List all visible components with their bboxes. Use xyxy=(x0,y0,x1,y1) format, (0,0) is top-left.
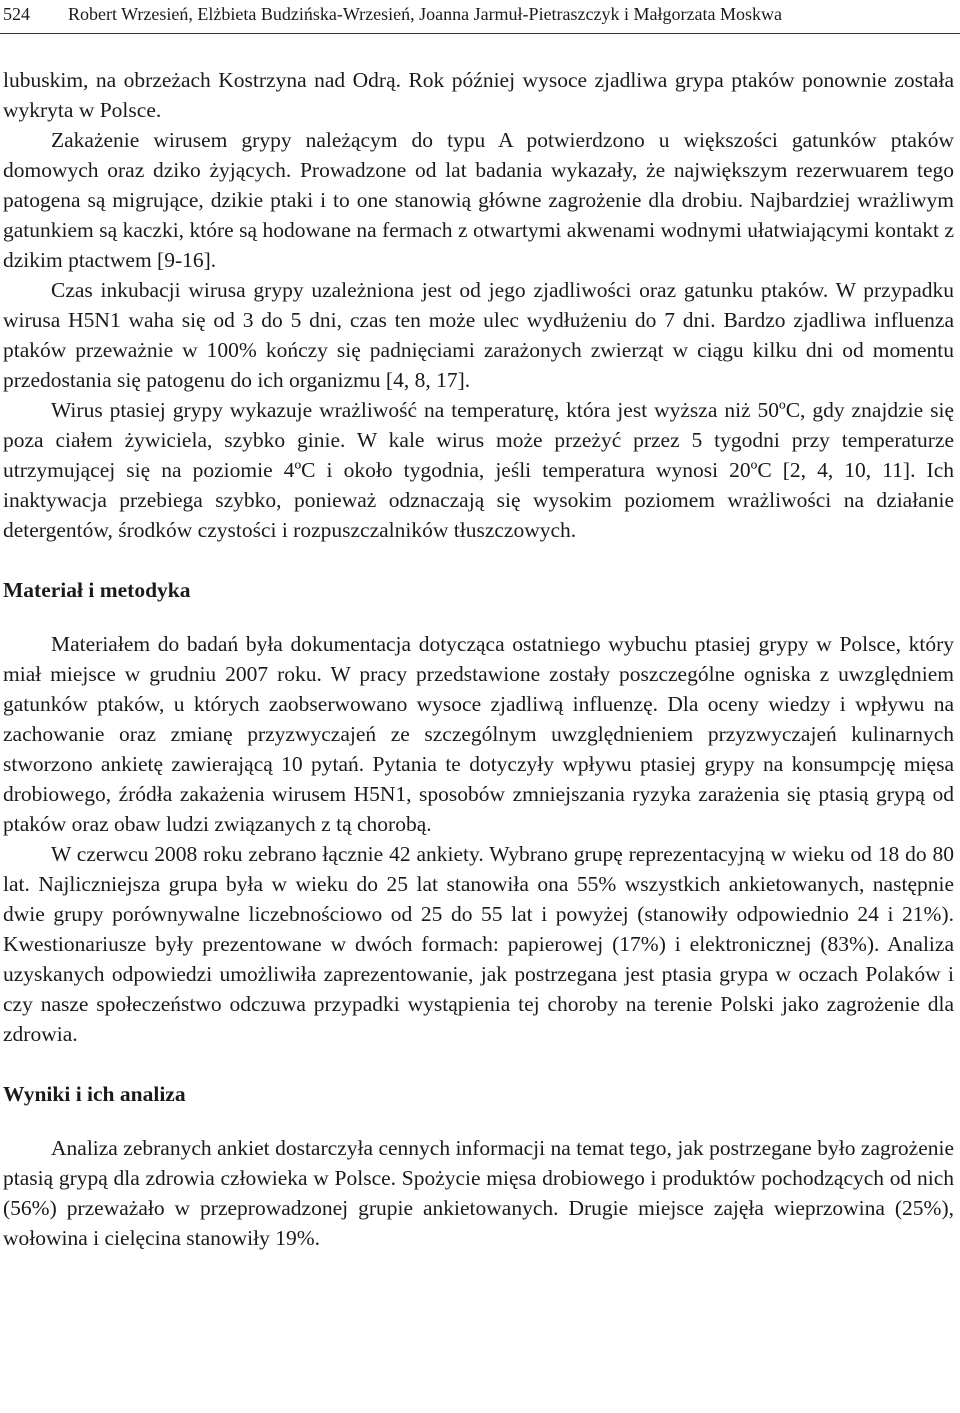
paragraph: lubuskim, na obrzeżach Kostrzyna nad Odrą. Rok później wysoce zjadliwa grypa ptaków ponownie została wykryta w Polsce. xyxy=(3,68,954,122)
paragraph: Wirus ptasiej grypy wykazuje wrażliwość na temperaturę, która jest wyższa niż 50ºC, gdy znajdzie się poza ciałem żywiciela, szybko ginie. W kale wirus może przeżyć przez 5 tygodni przy temperaturze utrzymującej się na poziomie 4ºC i około tygodnia, jeśli temperatura wynosi 20ºC [2, 4, 10, 11]. Ich inaktywacja przebiega szybko, ponieważ odznaczają się wysokim poziomem wrażliwości na działanie detergentów, środków czystości i rozpuszczalników tłuszczowych. xyxy=(3,398,954,542)
section-heading-methods: Materiał i metodyka xyxy=(3,578,191,602)
paragraph: Zakażenie wirusem grypy należącym do typu A potwierdzono u większości gatunków ptaków domowych oraz dziko żyjących. Prowadzone od lat badania wykazały, że największym rezerwuarem tego patogena są migrujące, dzikie ptaki i to one stanowią główne zagrożenie dla drobiu. Najbardziej wrażliwym gatunkiem są kaczki, które są hodowane na fermach z otwartymi akwenami wodnymi ułatwiającymi kontakt z dzikim ptactwem [9-16]. xyxy=(3,128,954,272)
running-header xyxy=(0,0,960,34)
page-number: 524 xyxy=(3,4,30,24)
page-body xyxy=(3,65,954,1253)
running-header-authors: Robert Wrzesień, Elżbieta Budzińska-Wrzesień, Joanna Jarmuł-Pietraszczyk i Małgorzata Moskwa xyxy=(68,4,782,24)
paragraph: Materiałem do badań była dokumentacja dotycząca ostatniego wybuchu ptasiej grypy w Polsce, który miał miejsce w grudniu 2007 roku. W pracy przedstawione zostały poszczególne ogniska z uwzględniem gatunków ptaków, u których zaobserwowano wysoce zjadliwą influenzę. Dla oceny wiedzy i wpływu na zachowanie oraz zmianę przyzwyczajeń ze szczególnym uwzględnieniem przyzwyczajeń kulinarnych stworzono ankietę zawierającą 10 pytań. Pytania te dotyczyły wpływu ptasiej grypy na konsumpcję mięsa drobiowego, źródła zakażenia wirusem H5N1, sposobów zmniejszania ryzyka zarażenia się ptasią grypą od ptaków oraz obaw ludzi związanych z tą chorobą. xyxy=(3,632,954,836)
section-heading-results: Wyniki i ich analiza xyxy=(3,1082,186,1106)
paragraph: Analiza zebranych ankiet dostarczyła cennych informacji na temat tego, jak postrzegane było zagrożenie ptasią grypą dla zdrowia człowieka w Polsce. Spożycie mięsa drobiowego i produktów pochodzących od nich (56%) przeważało w przeprowadzonej grupie ankietowanych. Drugie miejsce zajęła wieprzowina (25%), wołowina i cielęcina stanowiły 19%. xyxy=(3,1136,954,1250)
paragraph: W czerwcu 2008 roku zebrano łącznie 42 ankiety. Wybrano grupę reprezentacyjną w wieku od 18 do 80 lat. Najliczniejsza grupa była w wieku do 25 lat stanowiła ona 55% wszystkich ankietowanych, następnie dwie grupy porównywalne liczebnościowo od 25 do 55 lat i powyżej (stanowiły odpowiednio 24 i 21%). Kwestionariusze były prezentowane w dwóch formach: papierowej (17%) i elektronicznej (83%). Analiza uzyskanych odpowiedzi umożliwiła zaprezentowanie, jak postrzegana jest ptasia grypa w oczach Polaków i czy nasze społeczeństwo odczuwa przypadki wystąpienia tej choroby na terenie Polski jako zagrożenie dla zdrowia. xyxy=(3,842,954,1046)
paragraph: Czas inkubacji wirusa grypy uzależniona jest od jego zjadliwości oraz gatunku ptaków. W przypadku wirusa H5N1 waha się od 3 do 5 dni, czas ten może ulec wydłużeniu do 7 dni. Bardzo zjadliwa influenza ptaków przeważnie w 100% kończy się padnięciami zarażonych zwierząt w ciągu kilku dni od momentu przedostania się patogenu do ich organizmu [4, 8, 17]. xyxy=(3,278,954,392)
